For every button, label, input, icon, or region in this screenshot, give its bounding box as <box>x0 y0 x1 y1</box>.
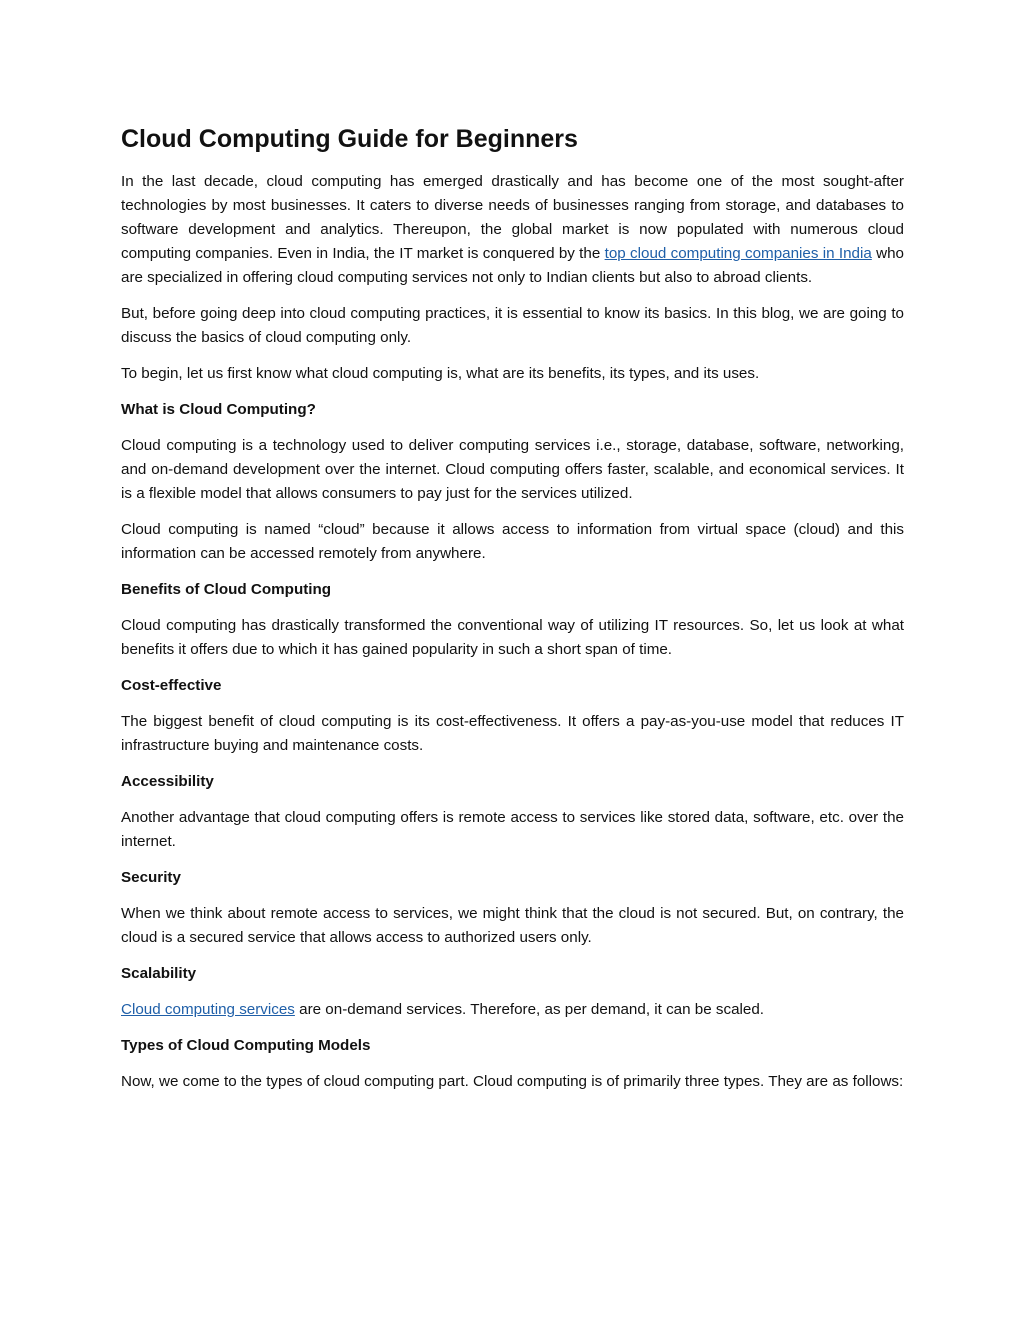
what-is-paragraph-1: Cloud computing is a technology used to deliver computing services i.e., storage, database, software, networking, and on-demand development over the internet. Cloud computing offers faster, scalable, and economical services. It is a flexible model that allows consumers to pay just for the services utilized. <box>121 437 904 502</box>
benefits-paragraph: Cloud computing has drastically transformed the conventional way of utilizing IT resources. So, let us look at what benefits it offers due to which it has gained popularity in such a short span of time. <box>121 617 904 658</box>
scalability-heading: Scalability <box>121 965 197 982</box>
accessibility-heading: Accessibility <box>121 773 214 790</box>
types-heading: Types of Cloud Computing Models <box>121 1037 371 1054</box>
intro-paragraph-3: To begin, let us first know what cloud computing is, what are its benefits, its types, and its uses. <box>121 365 760 382</box>
security-heading: Security <box>121 869 181 886</box>
intro-paragraph-1 <box>121 170 904 290</box>
cost-effective-heading: Cost-effective <box>121 677 222 694</box>
accessibility-paragraph: Another advantage that cloud computing offers is remote access to services like stored data, software, etc. over the internet. <box>121 809 904 850</box>
cloud-computing-services-link[interactable]: Cloud computing services <box>121 1001 295 1018</box>
types-paragraph: Now, we come to the types of cloud computing part. Cloud computing is of primarily three types. They are as follows: <box>121 1073 904 1090</box>
scalability-paragraph <box>121 998 904 1022</box>
security-paragraph: When we think about remote access to services, we might think that the cloud is not secured. But, on contrary, the cloud is a secured service that allows access to authorized users only. <box>121 905 904 946</box>
scalability-text: are on-demand services. Therefore, as per demand, it can be scaled. <box>294 1001 765 1018</box>
top-cloud-companies-link[interactable]: top cloud computing companies in India <box>604 245 872 262</box>
intro-paragraph-2: But, before going deep into cloud computing practices, it is essential to know its basics. In this blog, we are going to discuss the basics of cloud computing only. <box>121 305 904 346</box>
what-is-heading: What is Cloud Computing? <box>121 401 316 418</box>
benefits-heading: Benefits of Cloud Computing <box>121 581 332 598</box>
what-is-paragraph-2: Cloud computing is named “cloud” because it allows access to information from virtual space (cloud) and this information can be accessed remotely from anywhere. <box>121 521 904 562</box>
page-title: Cloud Computing Guide for Beginners <box>121 125 578 153</box>
intro-text-a: In the last decade, cloud computing has emerged drastically and has become one of the most sought-after technologies by most businesses. It caters to diverse needs of businesses ranging from storage, and databases to software development and analytics. Thereupon, the global market is now populated with numerous cloud computing companies. Even in India, the IT market is conquered by the <box>121 173 904 262</box>
intro-text-b: who are specialized in offering cloud computing services not only to Indian clients but also to abroad clients. <box>121 245 904 286</box>
cost-effective-paragraph: The biggest benefit of cloud computing is its cost-effectiveness. It offers a pay-as-you-use model that reduces IT infrastructure buying and maintenance costs. <box>121 713 904 754</box>
